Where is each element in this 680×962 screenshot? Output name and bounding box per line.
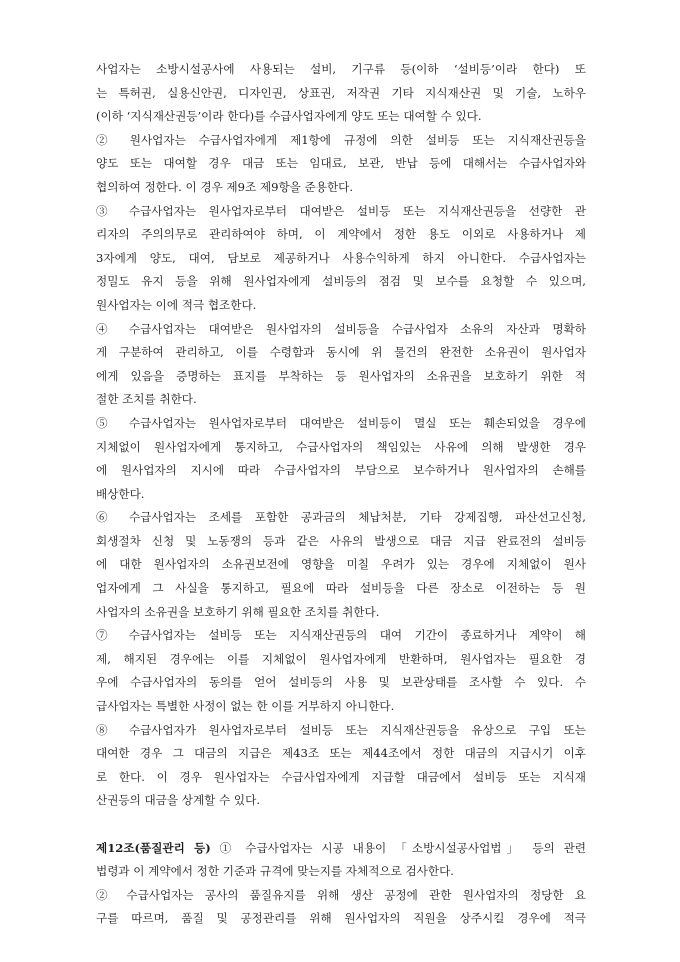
document-line: 제, 해지된 경우에는 이를 지체없이 원사업자에게 반환하며, 원사업자는 필요한 경	[96, 651, 586, 666]
document-line: 원사업자는 이에 적극 협조한다.	[96, 297, 257, 312]
document-line: ③ 수급사업자는 원사업자로부터 대여받은 설비등 또는 지식재산권등을 선량한 관	[96, 203, 586, 218]
document-line: 3자에게 양도, 대여, 담보로 제공하거나 사용수익하게 하지 아니한다. 수급사업자는	[96, 250, 586, 265]
document-line: (이하 ‘지식재산권등’이라 한다)를 수급사업자에게 양도 또는 대여할 수 있다.	[96, 109, 482, 124]
document-line: 로 한다. 이 경우 원사업자는 수급사업자에게 지급할 대금에서 설비등 또는 지식재	[96, 769, 586, 784]
document-line: 회생절차 신청 및 노동쟁의 등과 같은 사유의 발생으로 대금 지급 완료전의 설비등	[96, 533, 586, 548]
document-line: 구를 따르며, 품질 및 공정관리를 위해 원사업자의 직원을 상주시킬 경우에 적극	[96, 911, 586, 926]
article-12-first-line	[96, 837, 586, 861]
document-page	[96, 58, 586, 931]
document-line: 협의하여 정한다. 이 경우 제9조 제9항을 준용한다.	[96, 179, 354, 194]
document-line: ② 수급사업자는 공사의 품질유지를 위해 생산 공정에 관한 원사업자의 정당한 요	[96, 887, 586, 902]
document-line: 리자의 주의의무로 관리하여야 하며, 이 계약에서 정한 용도 이외로 사용하거나 제	[96, 227, 586, 242]
document-line: 게 구분하여 관리하고, 이를 수령함과 동시에 위 물건의 완전한 소유권이 원사업자	[96, 345, 586, 360]
document-line: ⑥ 수급사업자는 조세를 포함한 공과금의 체납처분, 기타 강제집행, 파산선고신청,	[96, 510, 586, 525]
document-line: ⑧ 수급사업자가 원사업자로부터 설비등 또는 지식재산권등을 유상으로 구입 또는	[96, 722, 586, 737]
document-line: 양도 또는 대여할 경우 대금 또는 임대료, 보관, 반납 등에 대해서는 수급사업자와	[96, 156, 586, 171]
document-line: 절한 조치를 취한다.	[96, 392, 197, 407]
paragraph-gap	[96, 813, 586, 837]
document-line: ② 원사업자는 수급사업자에게 제1항에 규정에 의한 설비등 또는 지식재산권등을	[96, 132, 586, 147]
document-line: 우에 수급사업자의 동의를 얻어 설비등의 사용 및 보관상태를 조사할 수 있다. 수	[96, 675, 586, 690]
document-line: 사업자의 소유권을 보호하기 위해 필요한 조치를 취한다.	[96, 604, 380, 619]
document-line: 에게 있음을 증명하는 표지를 부착하는 등 원사업자의 소유권을 보호하기 위한 적	[96, 368, 586, 383]
article-12	[96, 837, 586, 931]
document-line: ④ 수급사업자는 대여받은 원사업자의 설비등을 수급사업자 소유의 자산과 명확하	[96, 321, 586, 336]
document-line: 산권등의 대금을 상계할 수 있다.	[96, 793, 261, 808]
document-line: 급사업자는 특별한 사정이 없는 한 이를 거부하지 아니한다.	[96, 699, 395, 714]
article-12-title: 제12조(품질관리 등)	[96, 840, 211, 855]
document-line: 에 원사업자의 지시에 따라 수급사업자의 부담으로 보수하거나 원사업자의 손해를	[96, 463, 586, 478]
document-line: ⑤ 수급사업자는 원사업자로부터 대여받은 설비등이 멸실 또는 훼손되었을 경우에	[96, 415, 586, 430]
document-line: 대여한 경우 그 대금의 지급은 제43조 또는 제44조에서 정한 대금의 지급시기 이후	[96, 746, 586, 761]
article-11-body	[96, 58, 586, 813]
document-line: 법령과 이 계약에서 정한 기준과 규격에 맞는지를 자체적으로 검사한다.	[96, 864, 454, 879]
document-line: 정밀도 유지 등을 위해 원사업자에게 설비등의 점검 및 보수를 요청할 수 있으며,	[96, 274, 586, 289]
document-line: 지체없이 원사업자에게 통지하고, 수급사업자의 책임있는 사유에 의해 발생한 경우	[96, 439, 586, 454]
document-line: 사업자는 소방시설공사에 사용되는 설비, 기구류 등(이하 ‘설비등’이라 한다) 또	[96, 62, 586, 76]
document-line: 업자에게 그 사실을 통지하고, 필요에 따라 설비등을 다른 장소로 이전하는 등 원	[96, 581, 586, 596]
article-12-first-line-text: ① 수급사업자는 시공 내용이 「소방시설공사업법」 등의 관련	[210, 840, 586, 855]
document-line: 에 대한 원사업자의 소유권보전에 영향을 미칠 우려가 있는 경우에 지체없이 원사	[96, 557, 586, 572]
document-line: 배상한다.	[96, 486, 145, 501]
document-line: 는 특허권, 실용신안권, 디자인권, 상표권, 저작권 기타 지식재산권 및 기술, 노하우	[96, 85, 586, 100]
document-line: ⑦ 수급사업자는 설비등 또는 지식재산권등의 대여 기간이 종료하거나 계약이 해	[96, 628, 586, 643]
